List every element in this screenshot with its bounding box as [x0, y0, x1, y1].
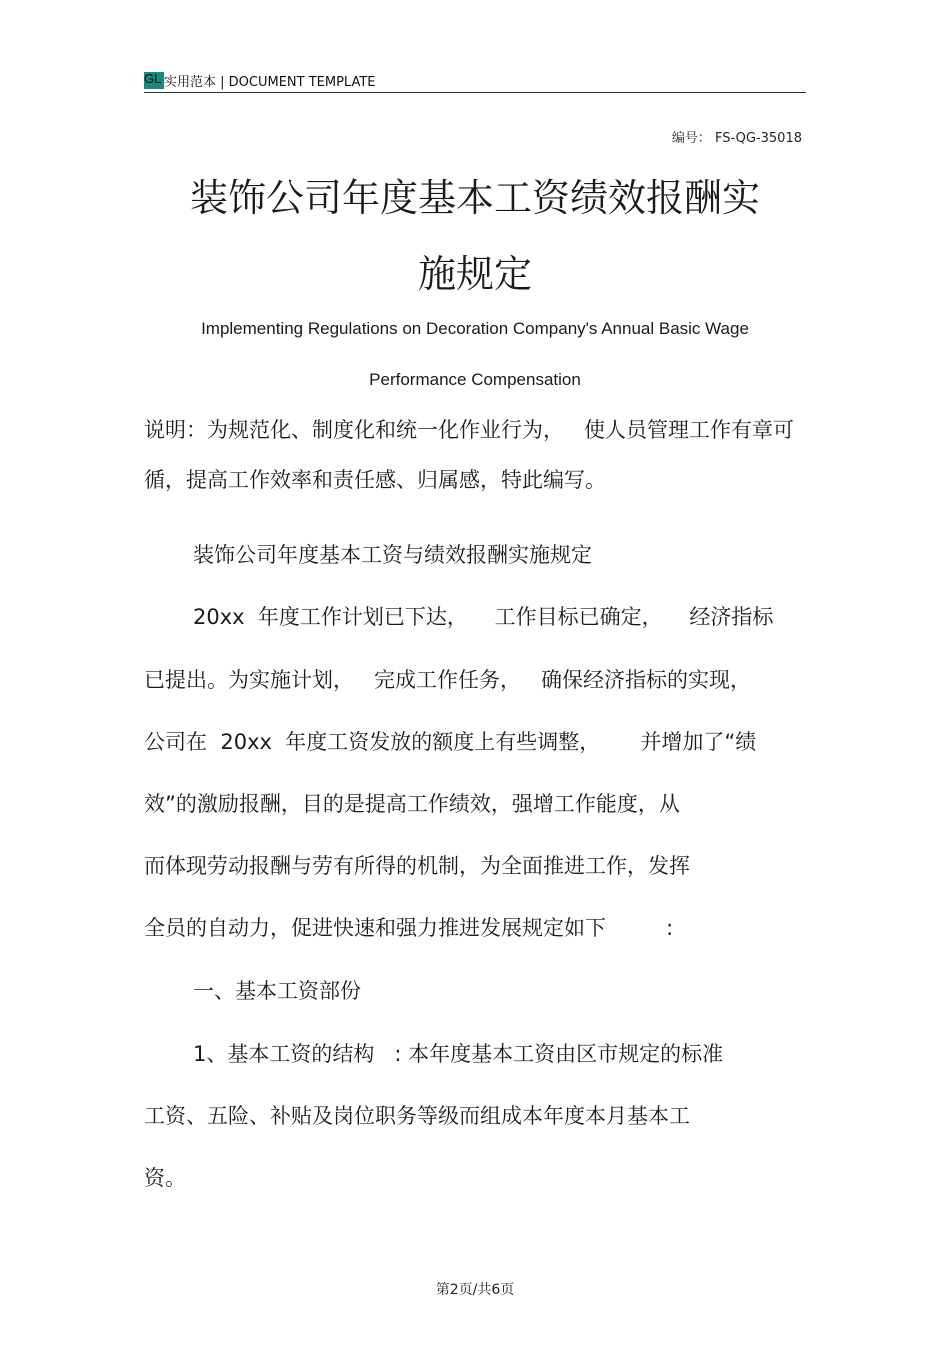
document-title-line-1: 装饰公司年度基本工资绩效报酬实 [189, 176, 760, 220]
header-label: 实用范本 | DOCUMENT TEMPLATE [164, 75, 376, 90]
document-title-line-2: 施规定 [417, 252, 532, 296]
paragraph-line: 工资、五险、补贴及岗位职务等级而组成本年度本月基本工 [144, 1104, 690, 1128]
page-number: 第2页/共6页 [435, 1282, 515, 1298]
paragraph-line: 全员的自动力，促进快速和强力推进发展规定如下 : [144, 916, 674, 940]
paragraph-line: 资。 [144, 1166, 186, 1190]
english-subtitle-line-2: Performance Compensation [369, 370, 581, 389]
section-title: 一、基本工资部份 [193, 979, 361, 1003]
paragraph-line: 已提出。为实施计划， 完成工作任务， 确保经济指标的实现， [144, 668, 752, 692]
document-code: 编号： FS-QG-35018 [671, 131, 802, 146]
note-line: 循，提高工作效率和责任感、归属感，特此编写。 [144, 468, 606, 492]
paragraph-line: 1、基本工资的结构 : 本年度基本工资由区市规定的标准 [193, 1042, 724, 1066]
paragraph-line: 效”的激励报酬，目的是提高工作绩效，强增工作能度，从 [144, 792, 680, 816]
paragraph-line: 而体现劳动报酬与劳有所得的机制，为全面推进工作，发挥 [144, 854, 690, 878]
logo-text: GL [144, 71, 162, 86]
english-subtitle-line-1: Implementing Regulations on Decoration Company's Annual Basic Wage [201, 319, 749, 338]
note-line: 说明：为规范化、制度化和统一化作业行为， 使人员管理工作有章可 [144, 418, 795, 442]
page-header [144, 70, 806, 93]
paragraph-line: 20xx 年度工作计划已下达， 工作目标已确定， 经济指标 [193, 605, 774, 629]
section-heading: 装饰公司年度基本工资与绩效报酬实施规定 [193, 543, 592, 567]
paragraph-line: 公司在 20xx 年度工资发放的额度上有些调整， 并增加了“绩 [144, 730, 757, 754]
